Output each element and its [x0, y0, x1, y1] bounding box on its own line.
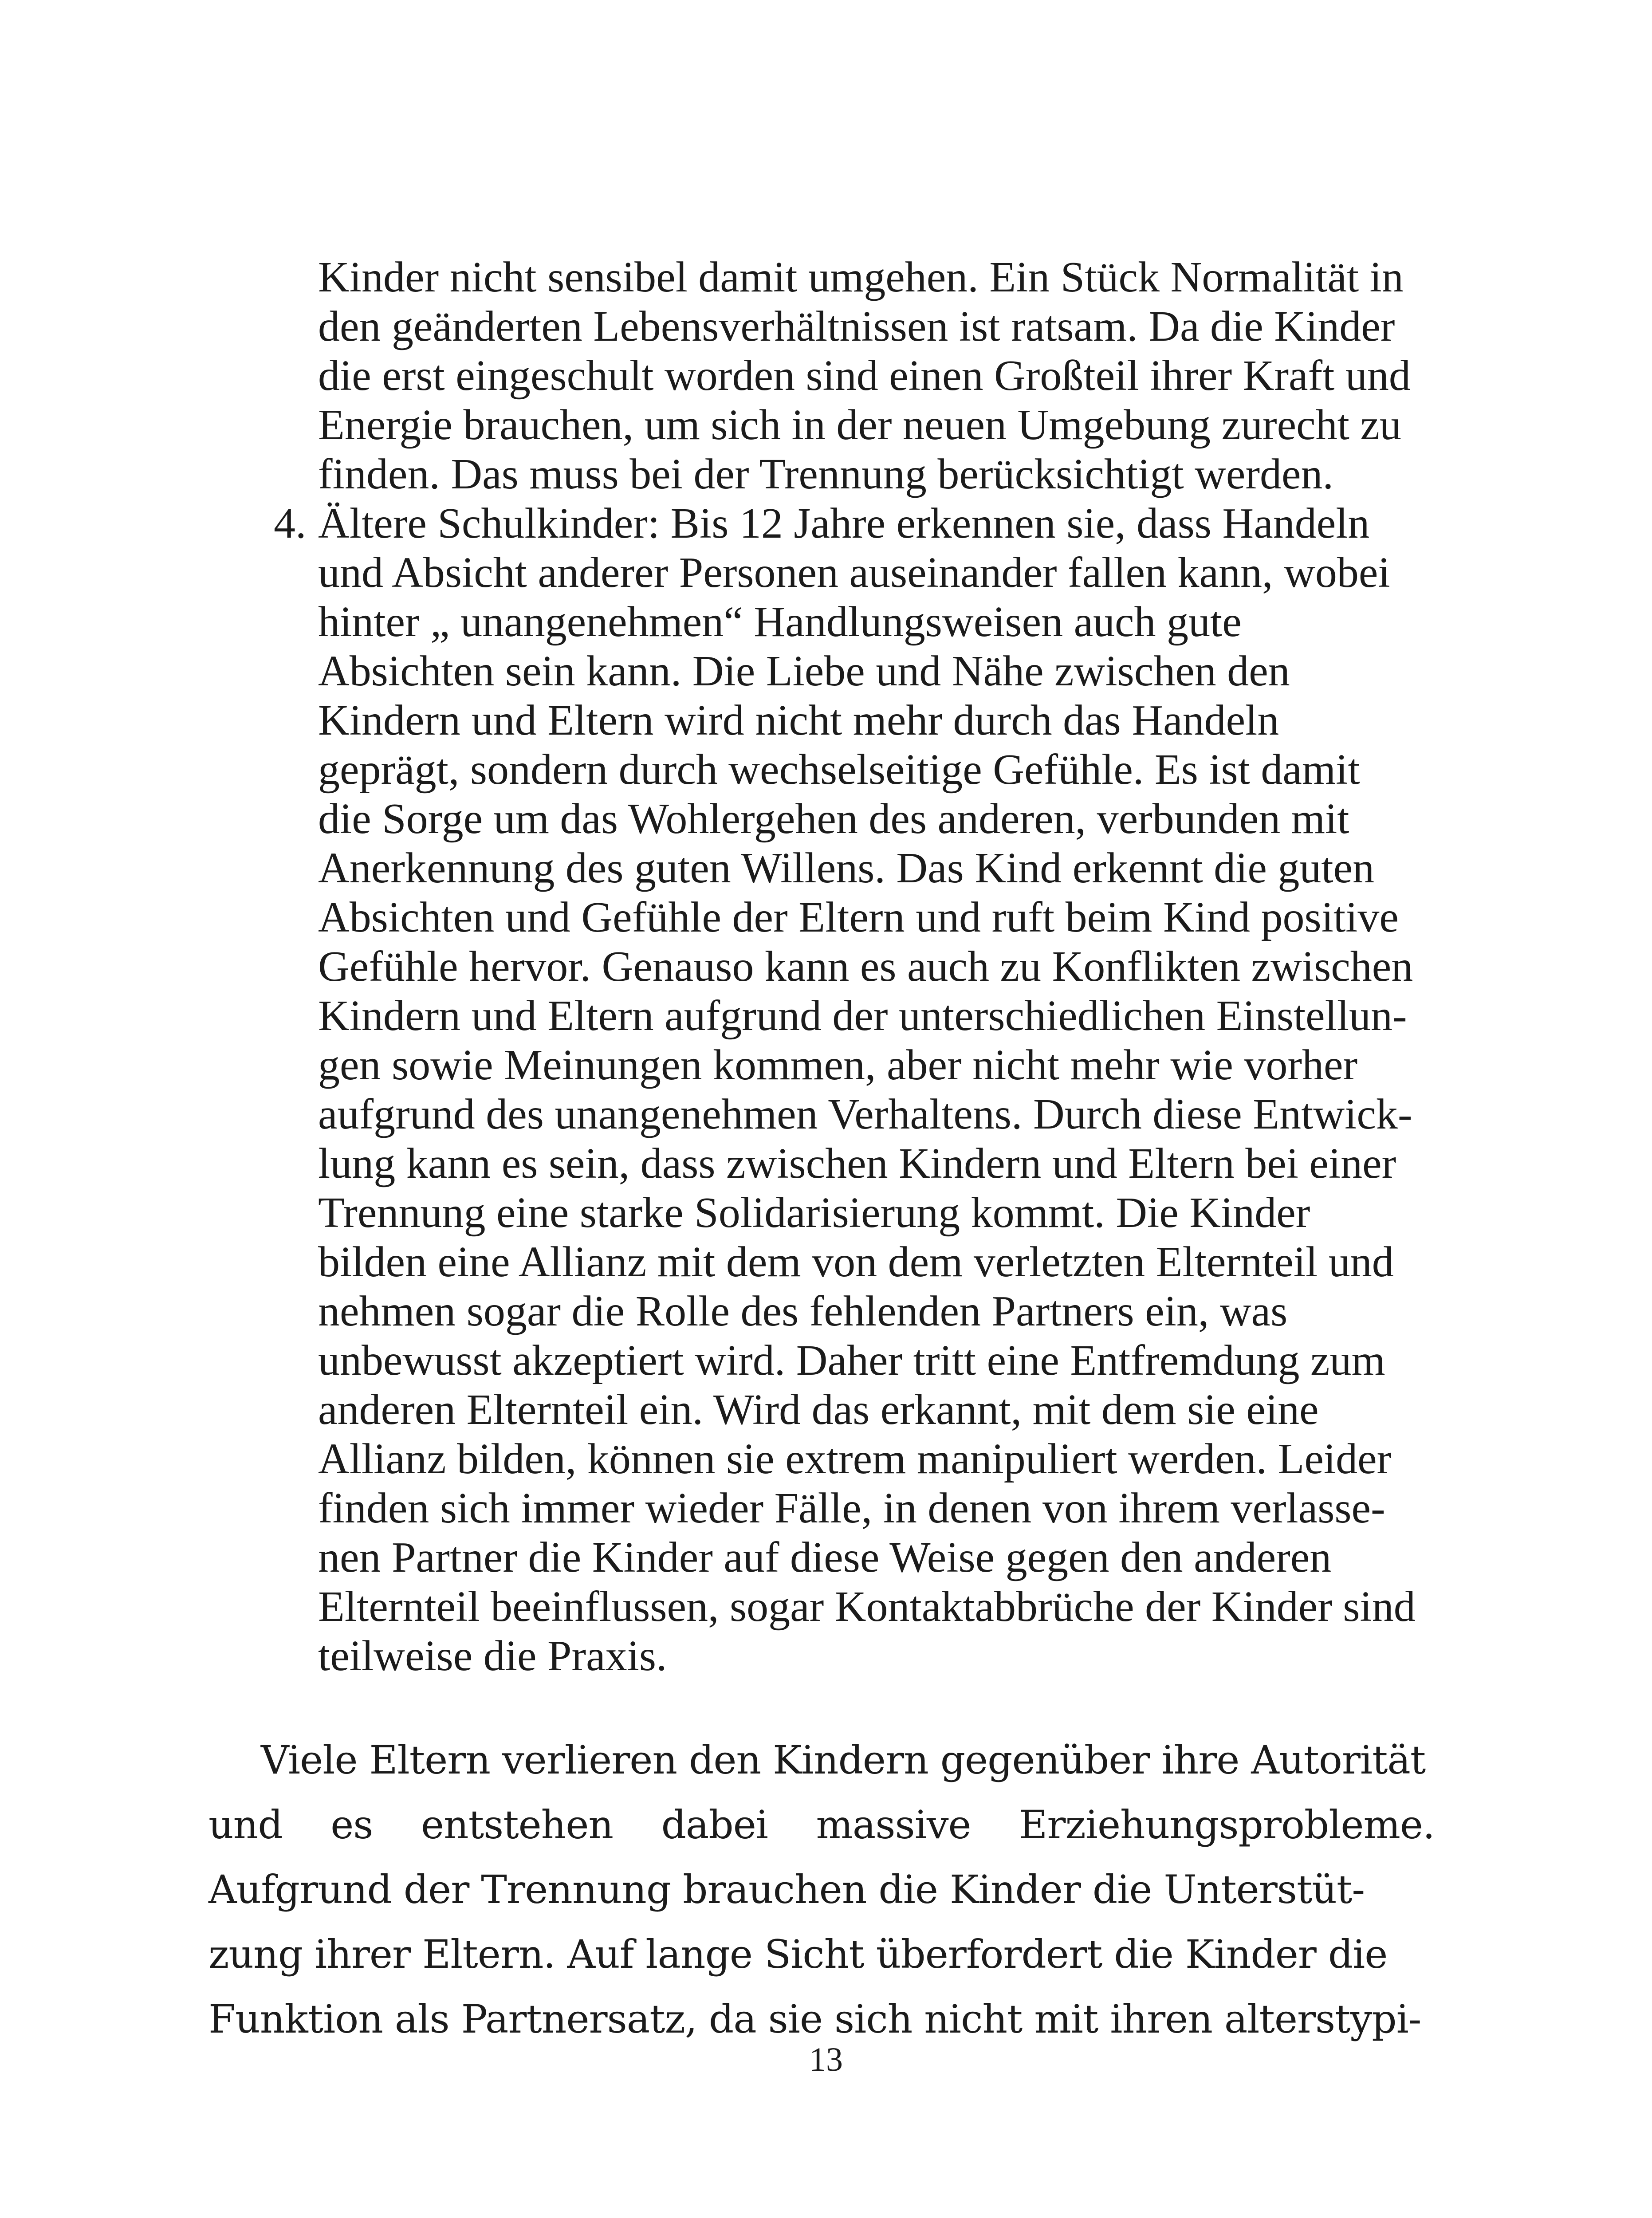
- text-line: nehmen sogar die Rolle des fehlenden Partners ein, was: [318, 1287, 1288, 1335]
- word: massive: [816, 1802, 971, 1848]
- text-line: Kindern und Eltern wird nicht mehr durch das Handeln: [318, 696, 1279, 744]
- text-line: Elternteil beeinflussen, sogar Kontaktabbrüche der Kinder sind: [318, 1583, 1416, 1631]
- list-item-continuation: [318, 253, 1436, 499]
- text-line: Kindern und Eltern aufgrund der unterschiedlichen Einstellun-: [318, 992, 1407, 1040]
- text-line: Trennung eine starke Solidarisierung kommt. Die Kinder: [318, 1189, 1310, 1237]
- text-line: Absichten sein kann. Die Liebe und Nähe zwischen den: [318, 647, 1290, 695]
- text-line: und Absicht anderer Personen auseinander fallen kann, wobei: [318, 549, 1390, 597]
- word: entstehen: [421, 1802, 614, 1848]
- text-line: Absichten und Gefühle der Eltern und ruft beim Kind positive: [318, 893, 1399, 941]
- text-line: finden. Das muss bei der Trennung berücksichtigt werden.: [318, 450, 1333, 498]
- text-line: Ältere Schulkinder: Bis 12 Jahre erkennen sie, dass Handeln: [318, 499, 1370, 547]
- text-line: lung kann es sein, dass zwischen Kindern und Eltern bei einer: [318, 1140, 1396, 1188]
- text-line: gen sowie Meinungen kommen, aber nicht mehr wie vorher: [318, 1041, 1358, 1089]
- text-line: anderen Elternteil ein. Wird das erkannt, mit dem sie eine: [318, 1386, 1319, 1434]
- text-line: Kinder nicht sensibel damit umgehen. Ein Stück Normalität in: [318, 253, 1404, 301]
- text-line: bilden eine Allianz mit dem von dem verletzten Elternteil und: [318, 1238, 1394, 1286]
- numbered-list: [274, 253, 1436, 1681]
- text-line: teilweise die Praxis.: [318, 1632, 667, 1680]
- text-line: Energie brauchen, um sich in der neuen Umgebung zurecht zu: [318, 401, 1401, 449]
- body-paragraph: [208, 1728, 1435, 2052]
- text-line: die Sorge um das Wohlergehen des anderen, verbunden mit: [318, 795, 1349, 843]
- text-line: geprägt, sondern durch wechselseitige Gefühle. Es ist damit: [318, 746, 1360, 794]
- text-line: die erst eingeschult worden sind einen Großteil ihrer Kraft und: [318, 352, 1411, 400]
- paragraph-line: zung ihrer Eltern. Auf lange Sicht überfordert die Kinder die: [208, 1931, 1388, 1977]
- word: dabei: [661, 1802, 768, 1848]
- text-line: Anerkennung des guten Willens. Das Kind erkennt die guten: [318, 844, 1375, 892]
- word: es: [330, 1802, 373, 1848]
- list-item-4: [274, 499, 1436, 1681]
- paragraph-line-justified: [208, 1793, 1435, 1857]
- list-item-number: 4.: [274, 499, 307, 547]
- text-line: finden sich immer wieder Fälle, in denen von ihrem verlasse-: [318, 1484, 1385, 1532]
- text-line: aufgrund des unangenehmen Verhaltens. Durch diese Entwick-: [318, 1090, 1412, 1138]
- text-line: Gefühle hervor. Genauso kann es auch zu Konflikten zwischen: [318, 943, 1413, 991]
- text-line: hinter „ unangenehmen“ Handlungsweisen auch gute: [318, 598, 1242, 646]
- text-line: unbewusst akzeptiert wird. Daher tritt eine Entfremdung zum: [318, 1337, 1385, 1384]
- text-line: den geänderten Lebensverhältnissen ist ratsam. Da die Kinder: [318, 303, 1395, 350]
- paragraph-line: Aufgrund der Trennung brauchen die Kinder die Unterstüt-: [208, 1867, 1365, 1912]
- word: Erziehungsprobleme.: [1019, 1802, 1435, 1848]
- text-line: Allianz bilden, können sie extrem manipuliert werden. Leider: [318, 1435, 1392, 1483]
- word: und: [208, 1802, 283, 1848]
- page-number: 13: [809, 2041, 843, 2078]
- paragraph-line: Viele Eltern verlieren den Kindern gegenüber ihre Autorität: [261, 1737, 1426, 1783]
- paragraph-line: Funktion als Partnersatz, da sie sich nicht mit ihren alterstypi-: [208, 1996, 1421, 2042]
- text-line: nen Partner die Kinder auf diese Weise gegen den anderen: [318, 1534, 1332, 1581]
